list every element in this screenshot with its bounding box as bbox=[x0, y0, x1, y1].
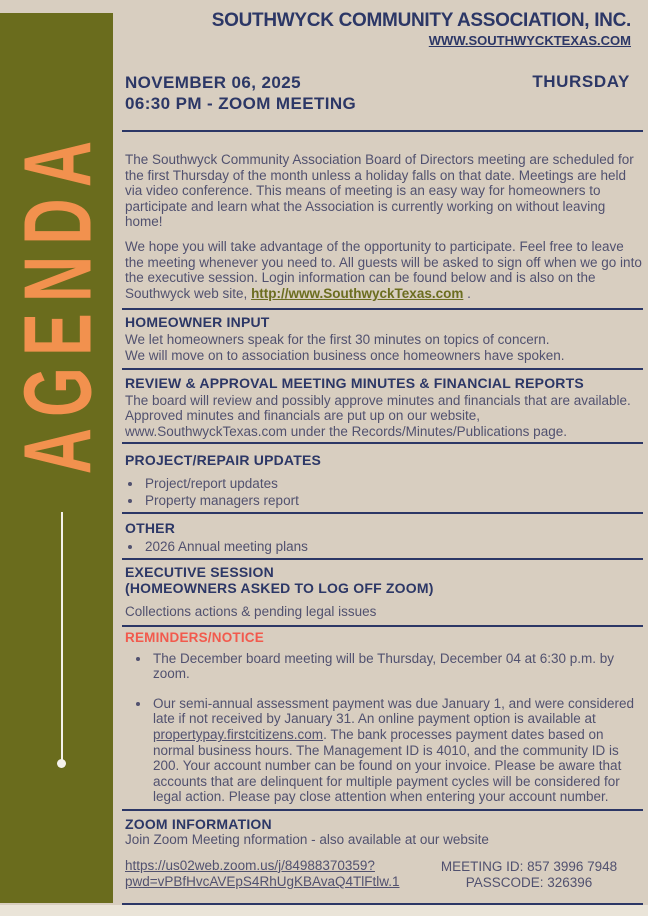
section-title-zoom-information: ZOOM INFORMATION bbox=[125, 816, 272, 833]
project-repair-list bbox=[122, 476, 643, 508]
section-divider bbox=[122, 130, 643, 132]
zoom-credentials bbox=[415, 858, 643, 891]
list-item: • 2026 Annual meeting plans bbox=[143, 539, 643, 555]
list-item: • The December board meeting will be Thursday, December 04 at 6:30 p.m. by zoom. bbox=[151, 651, 643, 682]
other-list bbox=[122, 539, 643, 555]
southwyck-website-link[interactable]: http://www.SouthwyckTexas.com bbox=[251, 285, 464, 301]
timeline-line bbox=[61, 512, 63, 763]
org-title: SOUTHWYCK COMMUNITY ASSOCIATION, INC. bbox=[211, 10, 631, 31]
zoom-meeting-id: MEETING ID: 857 3996 7948 bbox=[440, 858, 618, 874]
reminder-assessment-suffix: . The bank processes payment dates based on normal business hours. The Management ID is 4010, and the community ID is 200. Your account number can be found on your invoice. Please be aware that accounts that are delinquent for multiple payment cycles will be considered for legal action. Please pay close attention when entering your account number. bbox=[153, 727, 622, 805]
zoom-footer bbox=[125, 858, 643, 891]
section-divider bbox=[122, 558, 643, 560]
section-divider bbox=[122, 512, 643, 514]
page-bottom-strip bbox=[0, 905, 648, 916]
section-title-homeowner-input: HOMEOWNER INPUT bbox=[125, 314, 270, 331]
zoom-join-link-line1[interactable]: https://us02web.zoom.us/j/84988370359? bbox=[125, 857, 375, 873]
meeting-date-row bbox=[125, 72, 630, 114]
zoom-info-subtitle: Join Zoom Meeting nformation - also available at our website bbox=[125, 832, 489, 848]
propertypay-link[interactable]: propertypay.firstcitizens.com bbox=[153, 727, 324, 743]
list-item: • Project/report updates bbox=[143, 476, 643, 492]
agenda-content bbox=[122, 130, 643, 905]
review-approval-body: The board will review and possibly approve minutes and financials that are available. Approved minutes and financials are put up on our website, www.SouthwyckTexas.com under the Records/Minutes/Publications page. bbox=[125, 392, 631, 439]
section-divider bbox=[122, 625, 643, 627]
executive-session-title-line2: (HOMEOWNERS ASKED TO LOG OFF ZOOM) bbox=[125, 580, 434, 597]
section-divider bbox=[122, 809, 643, 811]
section-title-review-approval: REVIEW & APPROVAL MEETING MINUTES & FINANCIAL REPORTS bbox=[125, 374, 584, 391]
reminder-assessment-text: Our semi-annual assessment payment was due January 1, and were considered late if not received by January 31. An online payment option is available at bbox=[153, 695, 635, 727]
intro-paragraph-2-text: We hope you will take advantage of the opportunity to participate. Feel free to leave the meeting whenever you need to. All guests will be asked to sign off when we go into the executive session. Login information can be found below and is also on the Southwyck web site, bbox=[125, 238, 642, 301]
meeting-date: NOVEMBER 06, 2025 bbox=[125, 73, 301, 92]
executive-session-body: Collections actions & pending legal issues bbox=[125, 604, 377, 620]
agenda-vertical-label: AGENDA bbox=[3, 129, 111, 475]
section-title-other: OTHER bbox=[125, 519, 175, 536]
section-title-reminders-notice: REMINDERS/NOTICE bbox=[125, 629, 264, 645]
homeowner-input-line2: We will move on to association business once homeowners have spoken. bbox=[125, 347, 565, 363]
section-divider bbox=[122, 442, 643, 444]
list-item: • Property managers report bbox=[143, 493, 643, 509]
homeowner-input-line1: We let homeowners speak for the first 30 minutes on topics of concern. bbox=[125, 332, 550, 348]
timeline-dot bbox=[57, 759, 66, 768]
intro-paragraph-1: The Southwyck Community Association Board of Directors meeting are scheduled for the first Thursday of the month unless a holiday falls on that date. Meetings are held via video conference. This means of meeting is an easy way for homeowners to participate and learn what the Association is currently working on without leaving home! bbox=[125, 152, 634, 230]
section-title-project-repair: PROJECT/REPAIR UPDATES bbox=[125, 452, 322, 469]
header bbox=[212, 10, 631, 48]
meeting-date-time bbox=[125, 72, 356, 114]
section-title-executive-session bbox=[125, 564, 643, 596]
intro-paragraph-2 bbox=[125, 239, 643, 301]
section-divider bbox=[122, 368, 643, 370]
meeting-time: 06:30 PM - ZOOM MEETING bbox=[125, 94, 357, 113]
zoom-join-link[interactable] bbox=[125, 858, 415, 891]
list-item bbox=[151, 696, 643, 805]
reminders-list bbox=[122, 651, 643, 805]
section-divider bbox=[122, 308, 643, 310]
executive-session-title-line1: EXECUTIVE SESSION bbox=[125, 564, 274, 581]
zoom-passcode: PASSCODE: 326396 bbox=[465, 874, 593, 890]
org-website-link[interactable]: WWW.SOUTHWYCKTEXAS.COM bbox=[428, 33, 631, 48]
zoom-join-link-line2[interactable]: pwd=vPBfHvcAVEpS4RhUgKBAvaQ4TlFtlw.1 bbox=[125, 874, 400, 890]
meeting-day: THURSDAY bbox=[532, 72, 630, 91]
intro-paragraph-2-suffix: . bbox=[463, 285, 471, 301]
agenda-sidebar bbox=[0, 13, 113, 903]
